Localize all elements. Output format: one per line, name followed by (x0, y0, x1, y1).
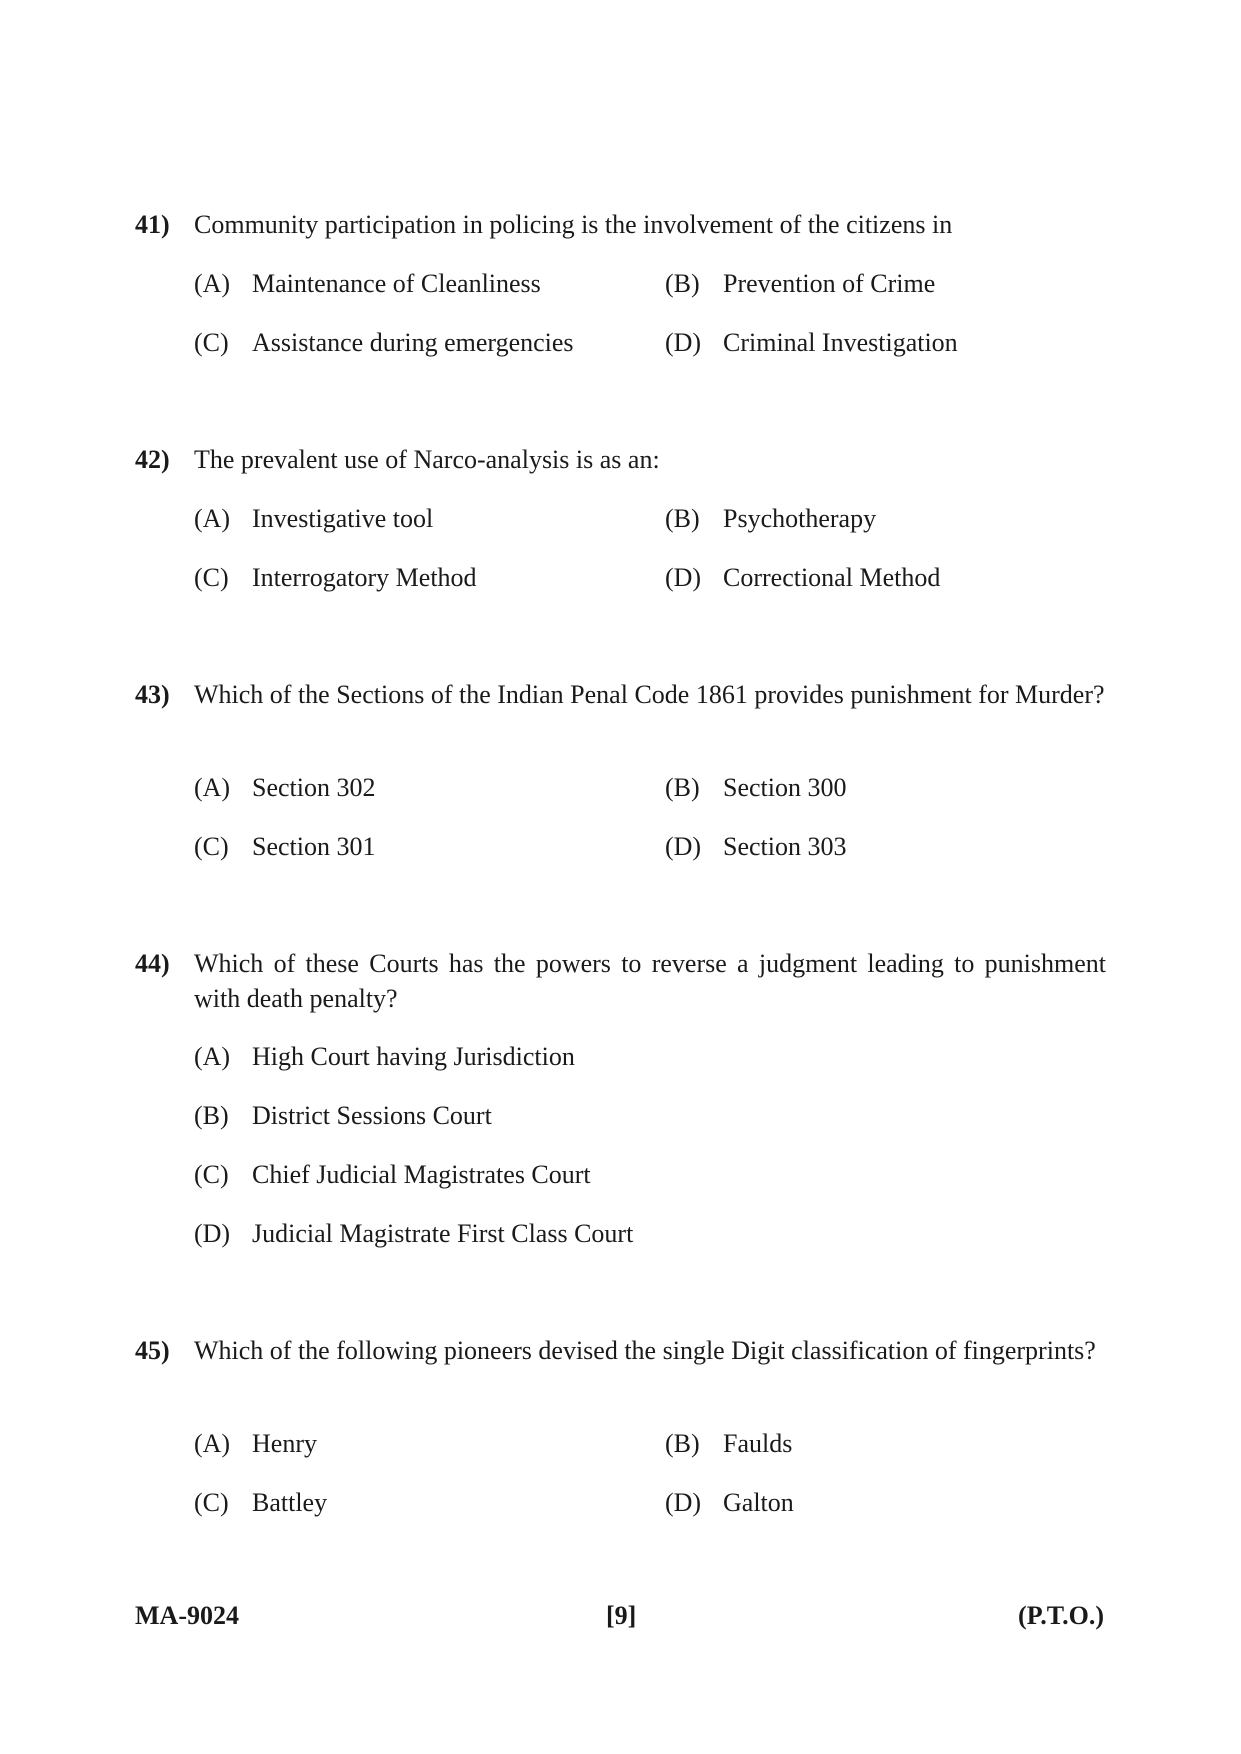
question-text: Which of the Sections of the Indian Penal Code 1861 provides punishment for Murder? (194, 680, 1105, 709)
option-text: Faulds (723, 1429, 793, 1458)
option-letter: (A) (194, 269, 231, 298)
option-letter: (A) (194, 504, 231, 533)
option-letter: (D) (665, 1488, 702, 1517)
question-text: The prevalent use of Narco-analysis is as an: (194, 445, 660, 474)
option-letter: (C) (194, 328, 229, 357)
option-letter: (D) (665, 328, 702, 357)
option-letter: (B) (665, 504, 700, 533)
option-41-c (194, 325, 574, 360)
option-text: Prevention of Crime (723, 269, 936, 298)
question-text: Which of these Courts has the powers to reverse a judgment leading to punishment with death penalty? (194, 949, 1106, 1013)
question-number: 45) (135, 1336, 170, 1365)
option-letter: (A) (194, 773, 231, 802)
option-45-b (665, 1426, 792, 1461)
option-text: Maintenance of Cleanliness (252, 269, 541, 298)
option-letter: (D) (665, 563, 702, 592)
option-text: Section 303 (723, 832, 847, 861)
option-text: Investigative tool (252, 504, 434, 533)
option-41-b (665, 266, 935, 301)
option-text: High Court having Jurisdiction (252, 1042, 575, 1071)
question-text: Community participation in policing is the involvement of the citizens in (194, 210, 953, 239)
pto-label: (P.T.O.) (1018, 1601, 1104, 1630)
option-43-b (665, 770, 847, 805)
option-44-d (194, 1216, 633, 1251)
option-42-b (665, 501, 876, 536)
option-text: Section 300 (723, 773, 847, 802)
option-text: Assistance during emergencies (252, 328, 574, 357)
option-letter: (D) (665, 832, 702, 861)
option-43-a (194, 770, 376, 805)
option-text: Battley (252, 1488, 328, 1517)
option-letter: (B) (194, 1101, 229, 1130)
option-letter: (C) (194, 832, 229, 861)
option-44-b (194, 1098, 492, 1133)
question-text: Which of the following pioneers devised the single Digit classification of fingerprints? (194, 1336, 1096, 1365)
option-letter: (C) (194, 563, 229, 592)
option-letter: (D) (194, 1219, 231, 1248)
option-45-a (194, 1426, 317, 1461)
option-text: Section 301 (252, 832, 376, 861)
question-number: 41) (135, 210, 170, 239)
option-text: District Sessions Court (252, 1101, 492, 1130)
option-text: Chief Judicial Magistrates Court (252, 1160, 591, 1189)
question-number: 43) (135, 680, 170, 709)
option-41-d (665, 325, 958, 360)
option-45-c (194, 1485, 327, 1520)
option-41-a (194, 266, 541, 301)
option-42-c (194, 560, 477, 595)
option-44-a (194, 1039, 575, 1074)
paper-code: MA-9024 (135, 1601, 239, 1630)
option-text: Judicial Magistrate First Class Court (252, 1219, 634, 1248)
option-text: Psychotherapy (723, 504, 877, 533)
option-letter: (B) (665, 773, 700, 802)
option-letter: (A) (194, 1042, 231, 1071)
option-44-c (194, 1157, 591, 1192)
option-letter: (C) (194, 1488, 229, 1517)
option-43-c (194, 829, 376, 864)
option-text: Interrogatory Method (252, 563, 477, 592)
option-text: Galton (723, 1488, 794, 1517)
option-text: Correctional Method (723, 563, 941, 592)
option-45-d (665, 1485, 794, 1520)
option-text: Henry (252, 1429, 317, 1458)
option-letter: (A) (194, 1429, 231, 1458)
option-letter: (C) (194, 1160, 229, 1189)
option-text: Section 302 (252, 773, 376, 802)
page-number: [9] (606, 1601, 637, 1630)
option-text: Criminal Investigation (723, 328, 958, 357)
option-42-a (194, 501, 433, 536)
option-43-d (665, 829, 847, 864)
option-letter: (B) (665, 269, 700, 298)
option-letter: (B) (665, 1429, 700, 1458)
option-42-d (665, 560, 940, 595)
question-number: 44) (135, 949, 170, 978)
question-number: 42) (135, 445, 170, 474)
